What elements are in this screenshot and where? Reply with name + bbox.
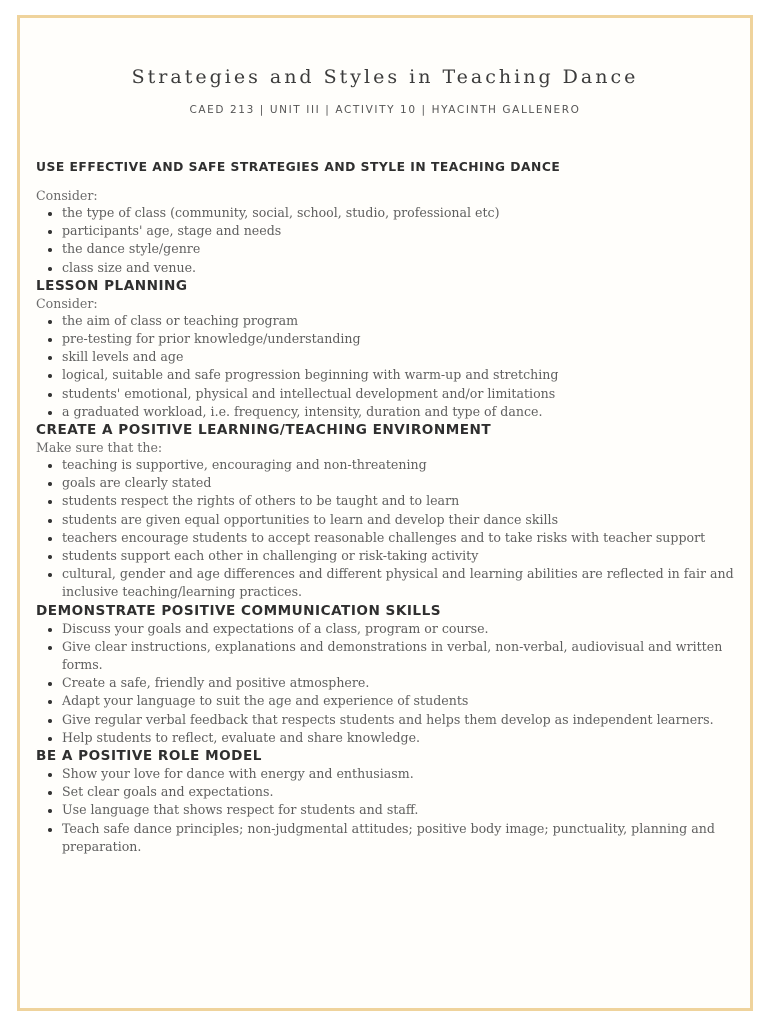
- list-item: students' emotional, physical and intellectual development and/or limitations: [36, 385, 736, 403]
- document-body: [36, 158, 736, 856]
- list-item: Discuss your goals and expectations of a class, program or course.: [36, 620, 736, 638]
- list-item: Teach safe dance principles; non-judgmental attitudes; positive body image; punctuality, planning and preparation.: [36, 820, 736, 856]
- document-page: [17, 15, 753, 1011]
- list-item: Create a safe, friendly and positive atmosphere.: [36, 674, 736, 692]
- list-item: teachers encourage students to accept reasonable challenges and to take risks with teacher support: [36, 529, 736, 547]
- list-item: the dance style/genre: [36, 240, 736, 258]
- document-title: Strategies and Styles in Teaching Dance: [131, 66, 639, 88]
- bullet-list: [36, 765, 736, 856]
- bullet-list: [36, 456, 736, 602]
- section-heading: USE EFFECTIVE AND SAFE STRATEGIES AND STYLE IN TEACHING DANCE: [36, 160, 561, 174]
- list-item: Give clear instructions, explanations and demonstrations in verbal, non-verbal, audiovisual and written forms.: [36, 638, 736, 674]
- section-intro: Make sure that the:: [36, 440, 163, 456]
- section-heading: LESSON PLANNING: [36, 277, 188, 294]
- list-item: goals are clearly stated: [36, 474, 736, 492]
- section-intro: Consider:: [36, 295, 98, 311]
- list-item: Adapt your language to suit the age and experience of students: [36, 692, 736, 710]
- list-item: logical, suitable and safe progression beginning with warm-up and stretching: [36, 366, 736, 384]
- section-heading: CREATE A POSITIVE LEARNING/TEACHING ENVIRONMENT: [36, 422, 492, 439]
- bullet-list: [36, 312, 736, 421]
- list-item: students support each other in challenging or risk-taking activity: [36, 547, 736, 565]
- section-communication-skills: [36, 602, 736, 747]
- section-strategies: [36, 158, 736, 277]
- list-item: the type of class (community, social, school, studio, professional etc): [36, 204, 736, 222]
- list-item: teaching is supportive, encouraging and non-threatening: [36, 456, 736, 474]
- list-item: Help students to reflect, evaluate and share knowledge.: [36, 729, 736, 747]
- document-subtitle: CAED 213 | UNIT III | ACTIVITY 10 | HYACINTH GALLENERO: [189, 104, 581, 116]
- section-role-model: [36, 747, 736, 856]
- list-item: class size and venue.: [36, 259, 736, 277]
- list-item: Use language that shows respect for students and staff.: [36, 801, 736, 819]
- list-item: students respect the rights of others to be taught and to learn: [36, 492, 736, 510]
- list-item: skill levels and age: [36, 348, 736, 366]
- section-heading: BE A POSITIVE ROLE MODEL: [36, 748, 262, 765]
- list-item: Show your love for dance with energy and enthusiasm.: [36, 765, 736, 783]
- list-item: cultural, gender and age differences and different physical and learning abilities are reflected in fair and inclusive teaching/learning practices.: [36, 565, 736, 601]
- list-item: the aim of class or teaching program: [36, 312, 736, 330]
- list-item: Set clear goals and expectations.: [36, 783, 736, 801]
- section-intro: Consider:: [36, 188, 98, 203]
- section-heading: DEMONSTRATE POSITIVE COMMUNICATION SKILLS: [36, 602, 442, 619]
- list-item: Give regular verbal feedback that respects students and helps them develop as independent learners.: [36, 711, 736, 729]
- list-item: a graduated workload, i.e. frequency, intensity, duration and type of dance.: [36, 403, 736, 421]
- section-learning-environment: [36, 421, 736, 602]
- bullet-list: [36, 620, 736, 747]
- bullet-list: [36, 204, 736, 277]
- list-item: pre-testing for prior knowledge/understanding: [36, 330, 736, 348]
- section-lesson-planning: [36, 277, 736, 421]
- list-item: students are given equal opportunities to learn and develop their dance skills: [36, 511, 736, 529]
- list-item: participants' age, stage and needs: [36, 222, 736, 240]
